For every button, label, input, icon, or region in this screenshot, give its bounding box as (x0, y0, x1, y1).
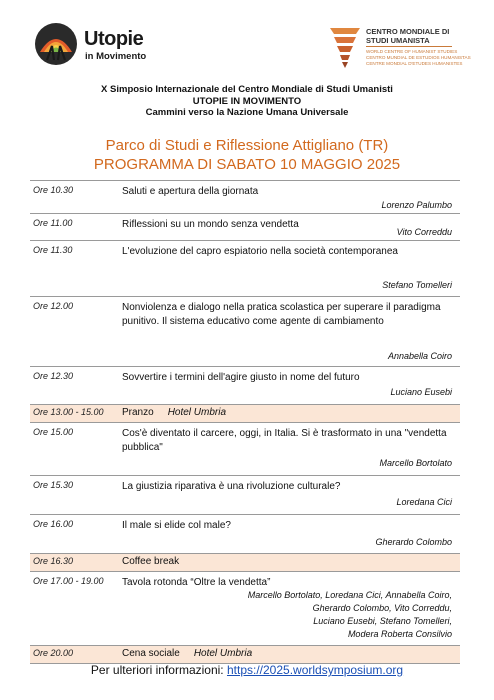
utopie-logo-icon (34, 22, 78, 66)
program-row (30, 181, 460, 214)
speaker-line: Marcello Bortolato, Loredana Cici, Annabella Coiro, (247, 590, 452, 600)
program-table (30, 180, 460, 664)
centro-small3: CENTRE MONDIAL D'ETUDES HUMANISTES (366, 61, 463, 66)
centro-divider (366, 46, 452, 47)
row-title: La giustizia riparativa è una rivoluzione culturale? (122, 481, 341, 492)
row-time: Ore 12.30 (33, 371, 74, 381)
row-title: Coffee break (122, 556, 180, 567)
venue-heading (0, 136, 494, 174)
row-title (122, 647, 456, 661)
row-title: Cos'è diventato il carcere, oggi, in Italia. Si è trasformato in una "vendetta pubblica" (122, 428, 447, 453)
symposium-intro (0, 84, 494, 119)
intro-line1: X Simposio Internazionale del Centro Mondiale di Studi Umanisti (101, 84, 393, 95)
header (0, 0, 494, 80)
program-row-break (30, 554, 460, 572)
program-row (30, 241, 460, 297)
dinner-place: Hotel Umbria (193, 648, 253, 659)
row-speaker: Stefano Tomelleri (382, 280, 452, 290)
row-time: Ore 16.00 (33, 519, 74, 529)
row-time: Ore 15.00 (33, 427, 74, 437)
row-speaker: Marcello Bortolato (379, 458, 452, 468)
row-time: Ore 12.00 (33, 301, 74, 311)
row-title: Riflessioni su un mondo senza vendetta (122, 219, 299, 230)
dinner-label: Cena sociale (122, 648, 180, 659)
row-speaker: Vito Correddu (396, 227, 452, 237)
program-row (30, 515, 460, 554)
program-row (30, 423, 460, 476)
row-time: Ore 15.30 (33, 480, 74, 490)
break-place: Hotel Umbria (167, 407, 227, 418)
utopie-logo (34, 22, 234, 72)
centro-mondiale-logo (326, 24, 476, 74)
speaker-line: Luciano Eusebi, Stefano Tomelleri, (313, 616, 452, 626)
centro-small1: WORLD CENTRE OF HUMANIST STUDIES (366, 49, 458, 54)
program-row (30, 476, 460, 515)
row-title: Nonviolenza e dialogo nella pratica scolastica per superare il paradigma punitivo. Il sistema educativo come agente di cambiamento (122, 302, 441, 327)
program-row (30, 572, 460, 646)
intro-line2: UTOPIE IN MOVIMENTO (192, 95, 302, 107)
break-label: Pranzo (122, 407, 154, 418)
row-title: Saluti e apertura della giornata (122, 186, 259, 197)
spiral-icon (326, 24, 364, 70)
centro-small2: CENTRO MUNDIAL DE ESTUDIOS HUMANISTAS (366, 55, 471, 60)
row-title: Sovvertire i termini dell'agire giusto in nome del futuro (122, 372, 360, 383)
logo-title: Utopie (84, 28, 144, 50)
speaker-line: Modera Roberta Consilvio (347, 629, 452, 639)
logo-subtitle: in Movimento (85, 51, 147, 62)
venue-line2: PROGRAMMA DI SABATO 10 MAGGIO 2025 (93, 156, 401, 173)
footer (0, 663, 494, 677)
intro-line3: Cammini verso la Nazione Umana Universale (145, 107, 349, 118)
row-time: Ore 11.30 (33, 245, 73, 255)
row-title: Il male si elide col male? (122, 520, 231, 531)
row-title (122, 406, 456, 420)
row-speaker: Loredana Cici (396, 497, 452, 507)
row-time: Ore 17.00 - 19.00 (33, 576, 104, 586)
program-row-break (30, 405, 460, 423)
speaker-line: Gherardo Colombo, Vito Correddu, (312, 603, 452, 613)
row-speaker: Luciano Eusebi (390, 387, 452, 397)
program-row (30, 367, 460, 405)
centro-line1: CENTRO MONDIALE DI (366, 27, 450, 36)
centro-line2: STUDI UMANISTA (366, 36, 430, 45)
footer-text: Per ulteriori informazioni: (90, 663, 224, 677)
program-row (30, 297, 460, 367)
row-title: Tavola rotonda “Oltre la vendetta” (122, 577, 271, 588)
row-speaker: Annabella Coiro (387, 351, 452, 361)
program-row (30, 214, 460, 241)
row-speaker: Lorenzo Palumbo (381, 200, 452, 210)
row-time: Ore 10.30 (33, 185, 74, 195)
row-speaker: Gherardo Colombo (375, 537, 452, 547)
row-title: L'evoluzione del capro espiatorio nella società contemporanea (122, 246, 398, 257)
row-time: Ore 16.30 (33, 556, 74, 566)
website-link[interactable]: https://2025.worldsymposium.org (226, 663, 404, 677)
row-time: Ore 20.00 (33, 648, 74, 658)
row-speaker-list (248, 589, 452, 641)
row-time: Ore 11.00 (33, 218, 73, 228)
program-row-break (30, 646, 460, 664)
row-time: Ore 13.00 - 15.00 (33, 407, 104, 417)
venue-line1: Parco di Studi e Riflessione Attigliano (TR) (105, 137, 389, 154)
